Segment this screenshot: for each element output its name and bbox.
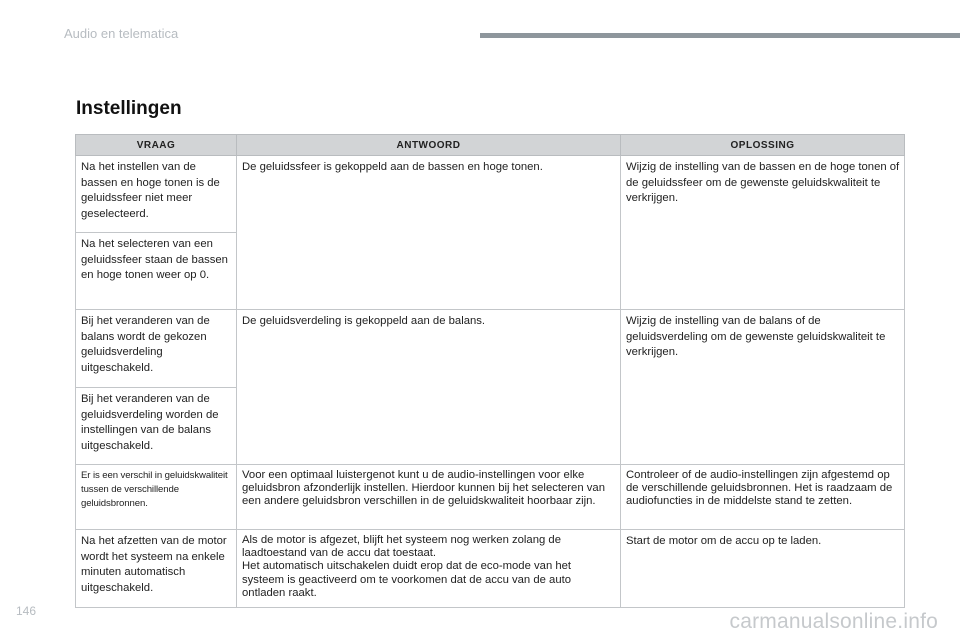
- column-header-solution: OPLOSSING: [621, 135, 905, 156]
- answer-cell: De geluidsverdeling is gekoppeld aan de balans.: [237, 310, 621, 465]
- answer-cell: [237, 530, 621, 608]
- answer-paragraph: Als de motor is afgezet, blijft het systeem nog werken zolang de laadtoestand van de accu dat toestaat.: [242, 534, 561, 560]
- header-bar: [480, 33, 960, 38]
- watermark: carmanualsonline.info: [729, 610, 938, 633]
- table-row: [76, 156, 905, 233]
- page-number: 146: [16, 604, 37, 618]
- solution-cell: Controleer of de audio-instellingen zijn afgestemd op de verschillende geluidsbronnen. Het is raadzaam de audiofuncties in de middelste stand te zetten.: [621, 465, 905, 530]
- question-cell: Er is een verschil in geluidskwaliteit tussen de verschillende geluidsbronnen.: [76, 465, 237, 530]
- troubleshooting-table: [75, 134, 905, 608]
- table-row: [76, 465, 905, 530]
- answer-cell: Voor een optimaal luistergenot kunt u de audio-instellingen voor elke geluidsbron afzonderlijk instellen. Hierdoor kunnen bij het selecteren van een andere geluidsbron verschillen in de geluidskwaliteit hoorbaar zijn.: [237, 465, 621, 530]
- solution-cell: Start de motor om de accu op te laden.: [621, 530, 905, 608]
- table-row: [76, 310, 905, 388]
- table-row: [76, 530, 905, 608]
- column-header-question: VRAAG: [76, 135, 237, 156]
- solution-cell: Wijzig de instelling van de balans of de geluidsverdeling om de gewenste geluidskwaliteit te verkrijgen.: [621, 310, 905, 465]
- question-cell: Na het instellen van de bassen en hoge tonen is de geluidssfeer niet meer geselecteerd.: [76, 156, 237, 233]
- page-title: Instellingen: [76, 98, 182, 119]
- question-cell: Bij het veranderen van de geluidsverdeling worden de instellingen van de balans uitgeschakeld.: [76, 388, 237, 465]
- answer-cell: De geluidssfeer is gekoppeld aan de bassen en hoge tonen.: [237, 156, 621, 310]
- question-cell: Na het selecteren van een geluidssfeer staan de bassen en hoge tonen weer op 0.: [76, 233, 237, 310]
- column-header-answer: ANTWOORD: [237, 135, 621, 156]
- question-cell: Na het afzetten van de motor wordt het systeem na enkele minuten automatisch uitgeschakeld.: [76, 530, 237, 608]
- table-header-row: [76, 135, 905, 156]
- section-title: Audio en telematica: [64, 26, 179, 41]
- answer-paragraph: Het automatisch uitschakelen duidt erop dat de eco-mode van het systeem is geactiveerd om te voorkomen dat de accu van de auto ontladen raakt.: [242, 560, 572, 599]
- solution-cell: Wijzig de instelling van de bassen en de hoge tonen of de geluidssfeer om de gewenste geluidskwaliteit te verkrijgen.: [621, 156, 905, 310]
- question-cell: Bij het veranderen van de balans wordt de gekozen geluidsverdeling uitgeschakeld.: [76, 310, 237, 388]
